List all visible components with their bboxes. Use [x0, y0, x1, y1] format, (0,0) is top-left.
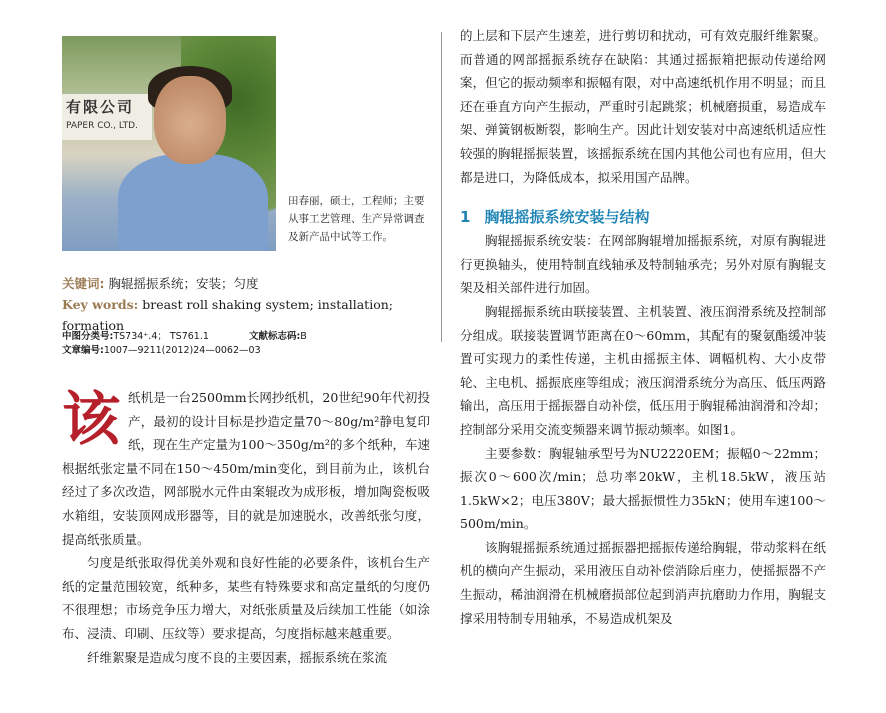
article-number-label: 文章编号:: [62, 345, 104, 356]
column-divider: [441, 32, 442, 342]
clc-label: 中图分类号:: [62, 331, 114, 342]
keywords-block: [62, 273, 430, 336]
drop-cap: 该: [62, 385, 121, 453]
doc-code-label: 文献标志码:: [248, 331, 301, 342]
doc-code-value: B: [300, 331, 307, 342]
paragraph-installation: 胸辊摇振系统安装：在网部胸辊增加摇振系统，对原有胸辊进行更换轴头，使用特制直线轴承及特制轴承壳；另外对原有胸辊支架及相关部件进行加固。: [460, 233, 826, 296]
keywords-value-cn: 胸辊摇振系统；安装；匀度: [108, 276, 259, 291]
section-heading: [460, 205, 826, 229]
paragraph-intro: 纸机是一台2500mm长网抄纸机，20世纪90年代初投产，最初的设计目标是抄造定量70～80g/m²静电复印纸，现在生产定量为100～350g/m²的多个纸种，车速根据纸张定量不同在150～450m/min变化，到目前为止，该机台经过了多次改造，网部脱水元件由案辊改为成形板，增加陶瓷板吸水箱组，安装顶网成形器等，目的就是加速脱水，改善纸张匀度，提高纸张质量。: [62, 390, 430, 547]
paragraph-flocculation: 纤维絮聚是造成匀度不良的主要因素，摇振系统在浆流: [87, 649, 388, 665]
paragraph-parameters: 主要参数：胸辊轴承型号为NU2220EM；振幅0～22mm；振次0～600次/min；总功率20kW，主机18.5kW，液压站1.5kW×2；电压380V；最大摇振惯性力35kN；使用车速100～500m/min。: [460, 445, 826, 532]
paragraph-continuation: 的上层和下层产生速差，进行剪切和扰动，可有效克服纤维絮聚。而普通的网部摇振系统存在缺陷：其通过摇振箱把振动传递给网案，但它的振动频率和振幅有限，对中高速纸机作用不明显；而且还在垂直方向产生振动，严重时引起跳浆；机械磨损重，易造成车架、弹簧钢板断裂，影响生产。因此计划安装对中高速纸机适应性较强的胸辊摇振装置，该摇振系统在国内其他公司也有应用，但大都是进口，为降低成本，拟采用国产品牌。: [460, 28, 826, 185]
paragraph-operation: 该胸辊摇振系统通过摇振器把摇振传递给胸辊，带动浆料在纸机的横向产生振动，采用液压自动补偿消除后座力，使摇振器不产生振动，稀油润滑在机械磨损部位起到消声抗磨助力作用，胸辊支撑采用特制专用轴承，不易造成机架及: [460, 539, 826, 626]
classification-block: [62, 330, 430, 358]
keywords-value-en: breast roll shaking system; installation; formation: [62, 297, 393, 333]
sign-text-cn: 有限公司: [66, 98, 135, 116]
keywords-label-cn: 关键词:: [62, 276, 105, 291]
author-photo: [62, 36, 276, 251]
article-number-value: 1007—9211(2012)24—0062—03: [103, 345, 261, 356]
author-shirt: [118, 154, 268, 251]
section-title: 胸辊摇振系统安装与结构: [484, 208, 650, 227]
left-body-text: [62, 386, 430, 669]
paragraph-structure: 胸辊摇振系统由联接装置、主机装置、液压润滑系统及控制部分组成。联接装置调节距离在0～60mm，其配有的聚氨酯缓冲装置可实现力的柔性传递，主机由摇振主体、调幅机构、大小皮带轮、主电机、摇振底座等组成；液压润滑系统分为高压、低压两路输出，高压用于摇振器自动补偿，低压用于胸辊稀油润滑和冷却；控制部分采用交流变频器来调节振动频率。如图1。: [460, 303, 826, 437]
right-column: [460, 24, 826, 630]
author-caption: 田春丽，硕士，工程师；主要从事工艺管理、生产异常调查及新产品中试等工作。: [288, 195, 425, 243]
clc-value: TS734⁺.4； TS761.1: [113, 331, 209, 342]
paragraph-formation: 匀度是纸张取得优美外观和良好性能的必要条件，该机台生产纸的定量范围较宽，纸种多，某些有特殊要求和高定量纸的匀度仍不很理想；市场竞争压力增大，对纸张质量及后续加工性能（如涂布、浸渍、印刷、压纹等）要求提高，匀度指标越来越重要。: [62, 555, 430, 641]
company-sign: [62, 94, 152, 140]
keywords-label-en: Key words:: [62, 297, 139, 312]
sign-text-en: PAPER CO., LTD.: [66, 121, 138, 131]
section-number: 1: [460, 208, 471, 227]
author-face: [154, 76, 226, 164]
